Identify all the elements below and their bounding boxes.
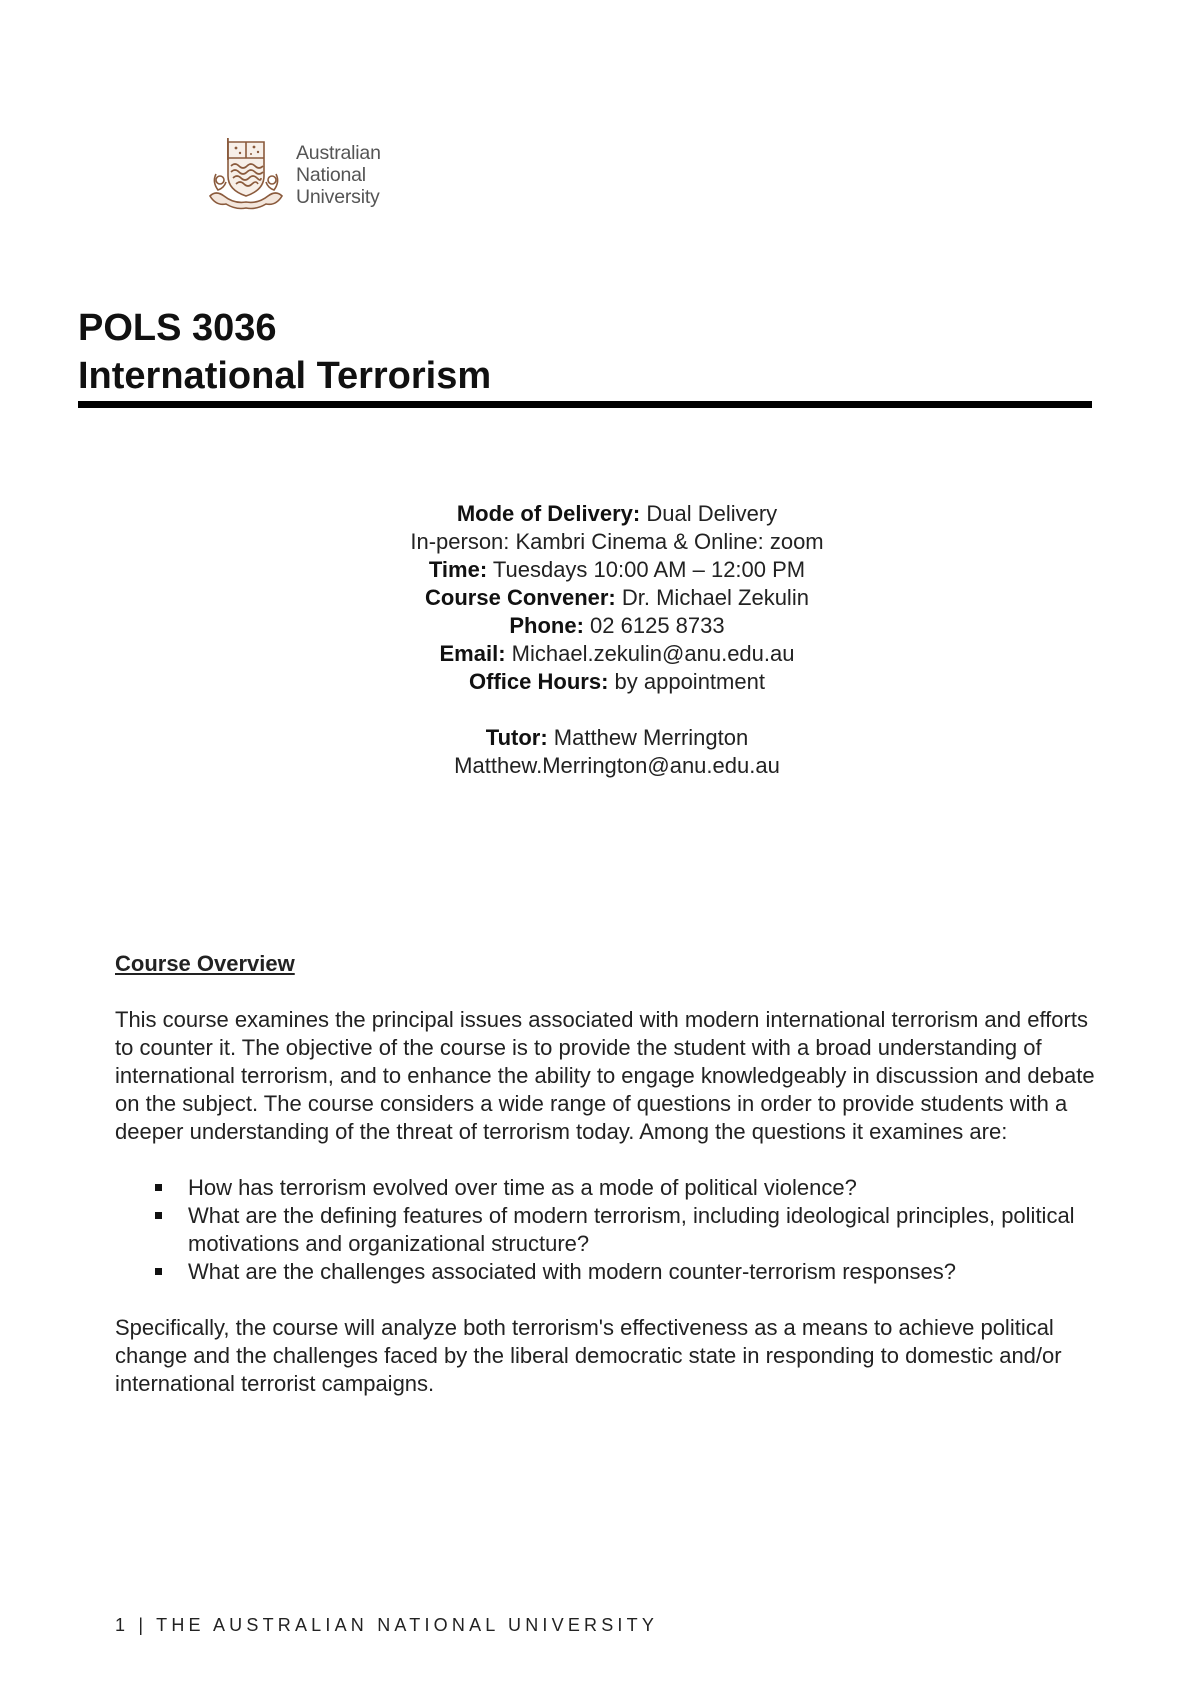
logo-wordmark: [296, 142, 381, 208]
mode-of-delivery-label: Mode of Delivery:: [456, 501, 641, 526]
square-bullet-icon: [155, 1184, 162, 1191]
mode-of-delivery-value: Dual Delivery: [640, 501, 778, 526]
overview-intro-paragraph: This course examines the principal issues associated with modern international terrorism and efforts to counter it. The objective of the course is to provide the student with a broad understanding of international terrorism, and to enhance the ability to engage knowledgeably in discussion and debate on the subject. The course considers a wide range of questions in order to provide students with a deeper understanding of the threat of terrorism today. Among the questions it examines are:: [115, 1007, 1095, 1144]
question-text: What are the challenges associated with modern counter-terrorism responses?: [188, 1259, 956, 1284]
page-footer: 1 | THE AUSTRALIAN NATIONAL UNIVERSITY: [115, 1615, 659, 1635]
list-item: [115, 1202, 1095, 1258]
time-row: [0, 556, 1200, 584]
logo-line-university: University: [296, 186, 380, 208]
university-logo: [206, 136, 406, 216]
email-label: Email:: [439, 641, 506, 666]
tutor-row: [0, 724, 1200, 752]
phone-row: [0, 612, 1200, 640]
convener-row: [0, 584, 1200, 612]
phone-value: 02 6125 8733: [583, 613, 725, 638]
phone-label: Phone:: [509, 613, 584, 638]
square-bullet-icon: [155, 1268, 162, 1275]
question-text: What are the defining features of modern terrorism, including ideological principles, political motivations and organizational structure?: [188, 1203, 1075, 1256]
course-overview-heading: Course Overview: [115, 951, 295, 976]
spacer: [0, 696, 1200, 724]
office-hours-row: [0, 668, 1200, 696]
location-row: In-person: Kambri Cinema & Online: zoom: [410, 529, 824, 554]
course-overview-section: [115, 950, 1095, 1426]
question-text: How has terrorism evolved over time as a mode of political violence?: [188, 1175, 857, 1200]
tutor-label: Tutor:: [485, 725, 548, 750]
office-hours-value: by appointment: [608, 669, 765, 694]
tutor-value: Matthew Merrington: [547, 725, 749, 750]
overview-closing-paragraph: Specifically, the course will analyze both terrorism's effectiveness as a means to achieve political change and the challenges faced by the liberal democratic state in responding to domestic and/or international terrorist campaigns.: [115, 1315, 1062, 1396]
course-title-block: [78, 304, 491, 400]
convener-label: Course Convener:: [425, 585, 616, 610]
list-item: [115, 1174, 1095, 1202]
list-item: [115, 1258, 1095, 1286]
tutor-email[interactable]: Matthew.Merrington@anu.edu.au: [454, 753, 780, 778]
overview-question-list: [115, 1174, 1095, 1286]
office-hours-label: Office Hours:: [469, 669, 609, 694]
email-value[interactable]: Michael.zekulin@anu.edu.au: [505, 641, 795, 666]
square-bullet-icon: [155, 1212, 162, 1219]
title-divider: [78, 401, 1092, 408]
course-code: POLS 3036: [78, 307, 277, 349]
convener-value: Dr. Michael Zekulin: [615, 585, 809, 610]
time-value: Tuesdays 10:00 AM – 12:00 PM: [487, 557, 806, 582]
logo-line-australian: Australian: [296, 142, 381, 164]
mode-of-delivery-row: [0, 500, 1200, 528]
course-name: International Terrorism: [78, 355, 492, 397]
university-crest-icon: [206, 136, 286, 212]
course-details: [0, 500, 1200, 780]
email-row: [0, 640, 1200, 668]
logo-line-national: National: [296, 164, 366, 186]
time-label: Time:: [428, 557, 488, 582]
